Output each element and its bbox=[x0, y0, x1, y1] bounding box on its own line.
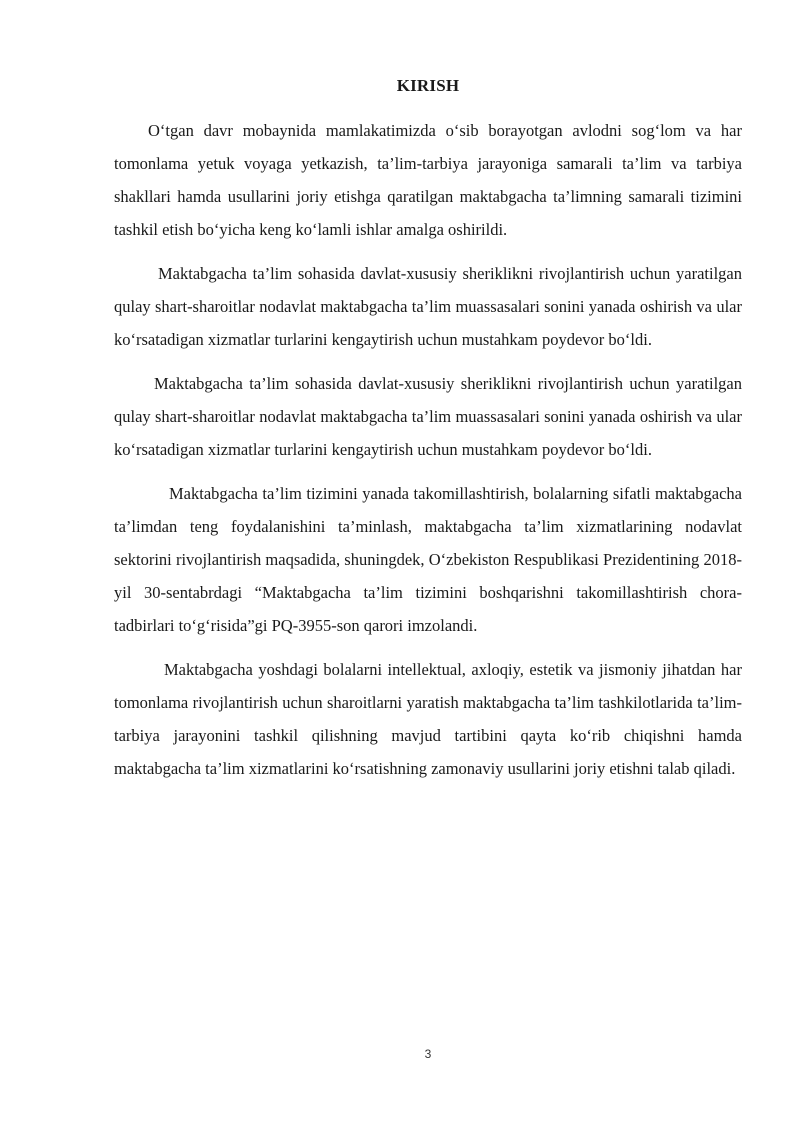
paragraph-5: Maktabgacha yoshdagi bolalarni intellektual, axloqiy, estetik va jismoniy jihatdan har tomonlama rivojlantirish uchun sharoitlarni yaratish maktabgacha ta’lim tashkilotlarida ta’lim-tarbiya jarayonini tashkil qilishning mavjud tartibini qayta ko‘rib chiqishni hamda maktabgacha ta’lim xizmatlarini ko‘rsatishning zamonaviy usullarini joriy etishni talab qiladi. bbox=[114, 660, 742, 778]
paragraph-3: Maktabgacha ta’lim sohasida davlat-xususiy sheriklikni rivojlantirish uchun yaratilgan qulay shart-sharoitlar nodavlat maktabgacha ta’lim muassasalari sonini yanada oshirish va ular ko‘rsatadigan xizmatlar turlarini kengaytirish uchun mustahkam poydevor bo‘ldi. bbox=[114, 374, 742, 459]
document-body bbox=[114, 114, 742, 796]
paragraph-4: Maktabgacha ta’lim tizimini yanada takomillashtirish, bolalarning sifatli maktabgacha ta’limdan teng foydalanishini ta’minlash, maktabgacha ta’lim xizmatlarining nodavlat sektorini rivojlantirish maqsadida, shuningdek, O‘zbekiston Respublikasi Prezidentining 2018-yil 30-sentabrdagi “Maktabgacha ta’lim tizimini boshqarishni takomillashtirish chora-tadbirlari to‘g‘risida”gi PQ-3955-son qarori imzolandi. bbox=[114, 484, 742, 635]
section-heading: KIRISH bbox=[396, 76, 460, 95]
page-number: 3 bbox=[424, 1047, 432, 1061]
paragraph-2: Maktabgacha ta’lim sohasida davlat-xususiy sheriklikni rivojlantirish uchun yaratilgan qulay shart-sharoitlar nodavlat maktabgacha ta’lim muassasalari sonini yanada oshirish va ular ko‘rsatadigan xizmatlar turlarini kengaytirish uchun mustahkam poydevor bo‘ldi. bbox=[114, 264, 742, 349]
paragraph-1: O‘tgan davr mobaynida mamlakatimizda o‘sib borayotgan avlodni sog‘lom va har tomonlama yetuk voyaga yetkazish, ta’lim-tarbiya jarayoniga samarali ta’lim va tarbiya shakllari hamda usullarini joriy etishga qaratilgan maktabgacha ta’limning samarali tizimini tashkil etish bo‘yicha keng ko‘lamli ishlar amalga oshirildi. bbox=[114, 121, 742, 239]
